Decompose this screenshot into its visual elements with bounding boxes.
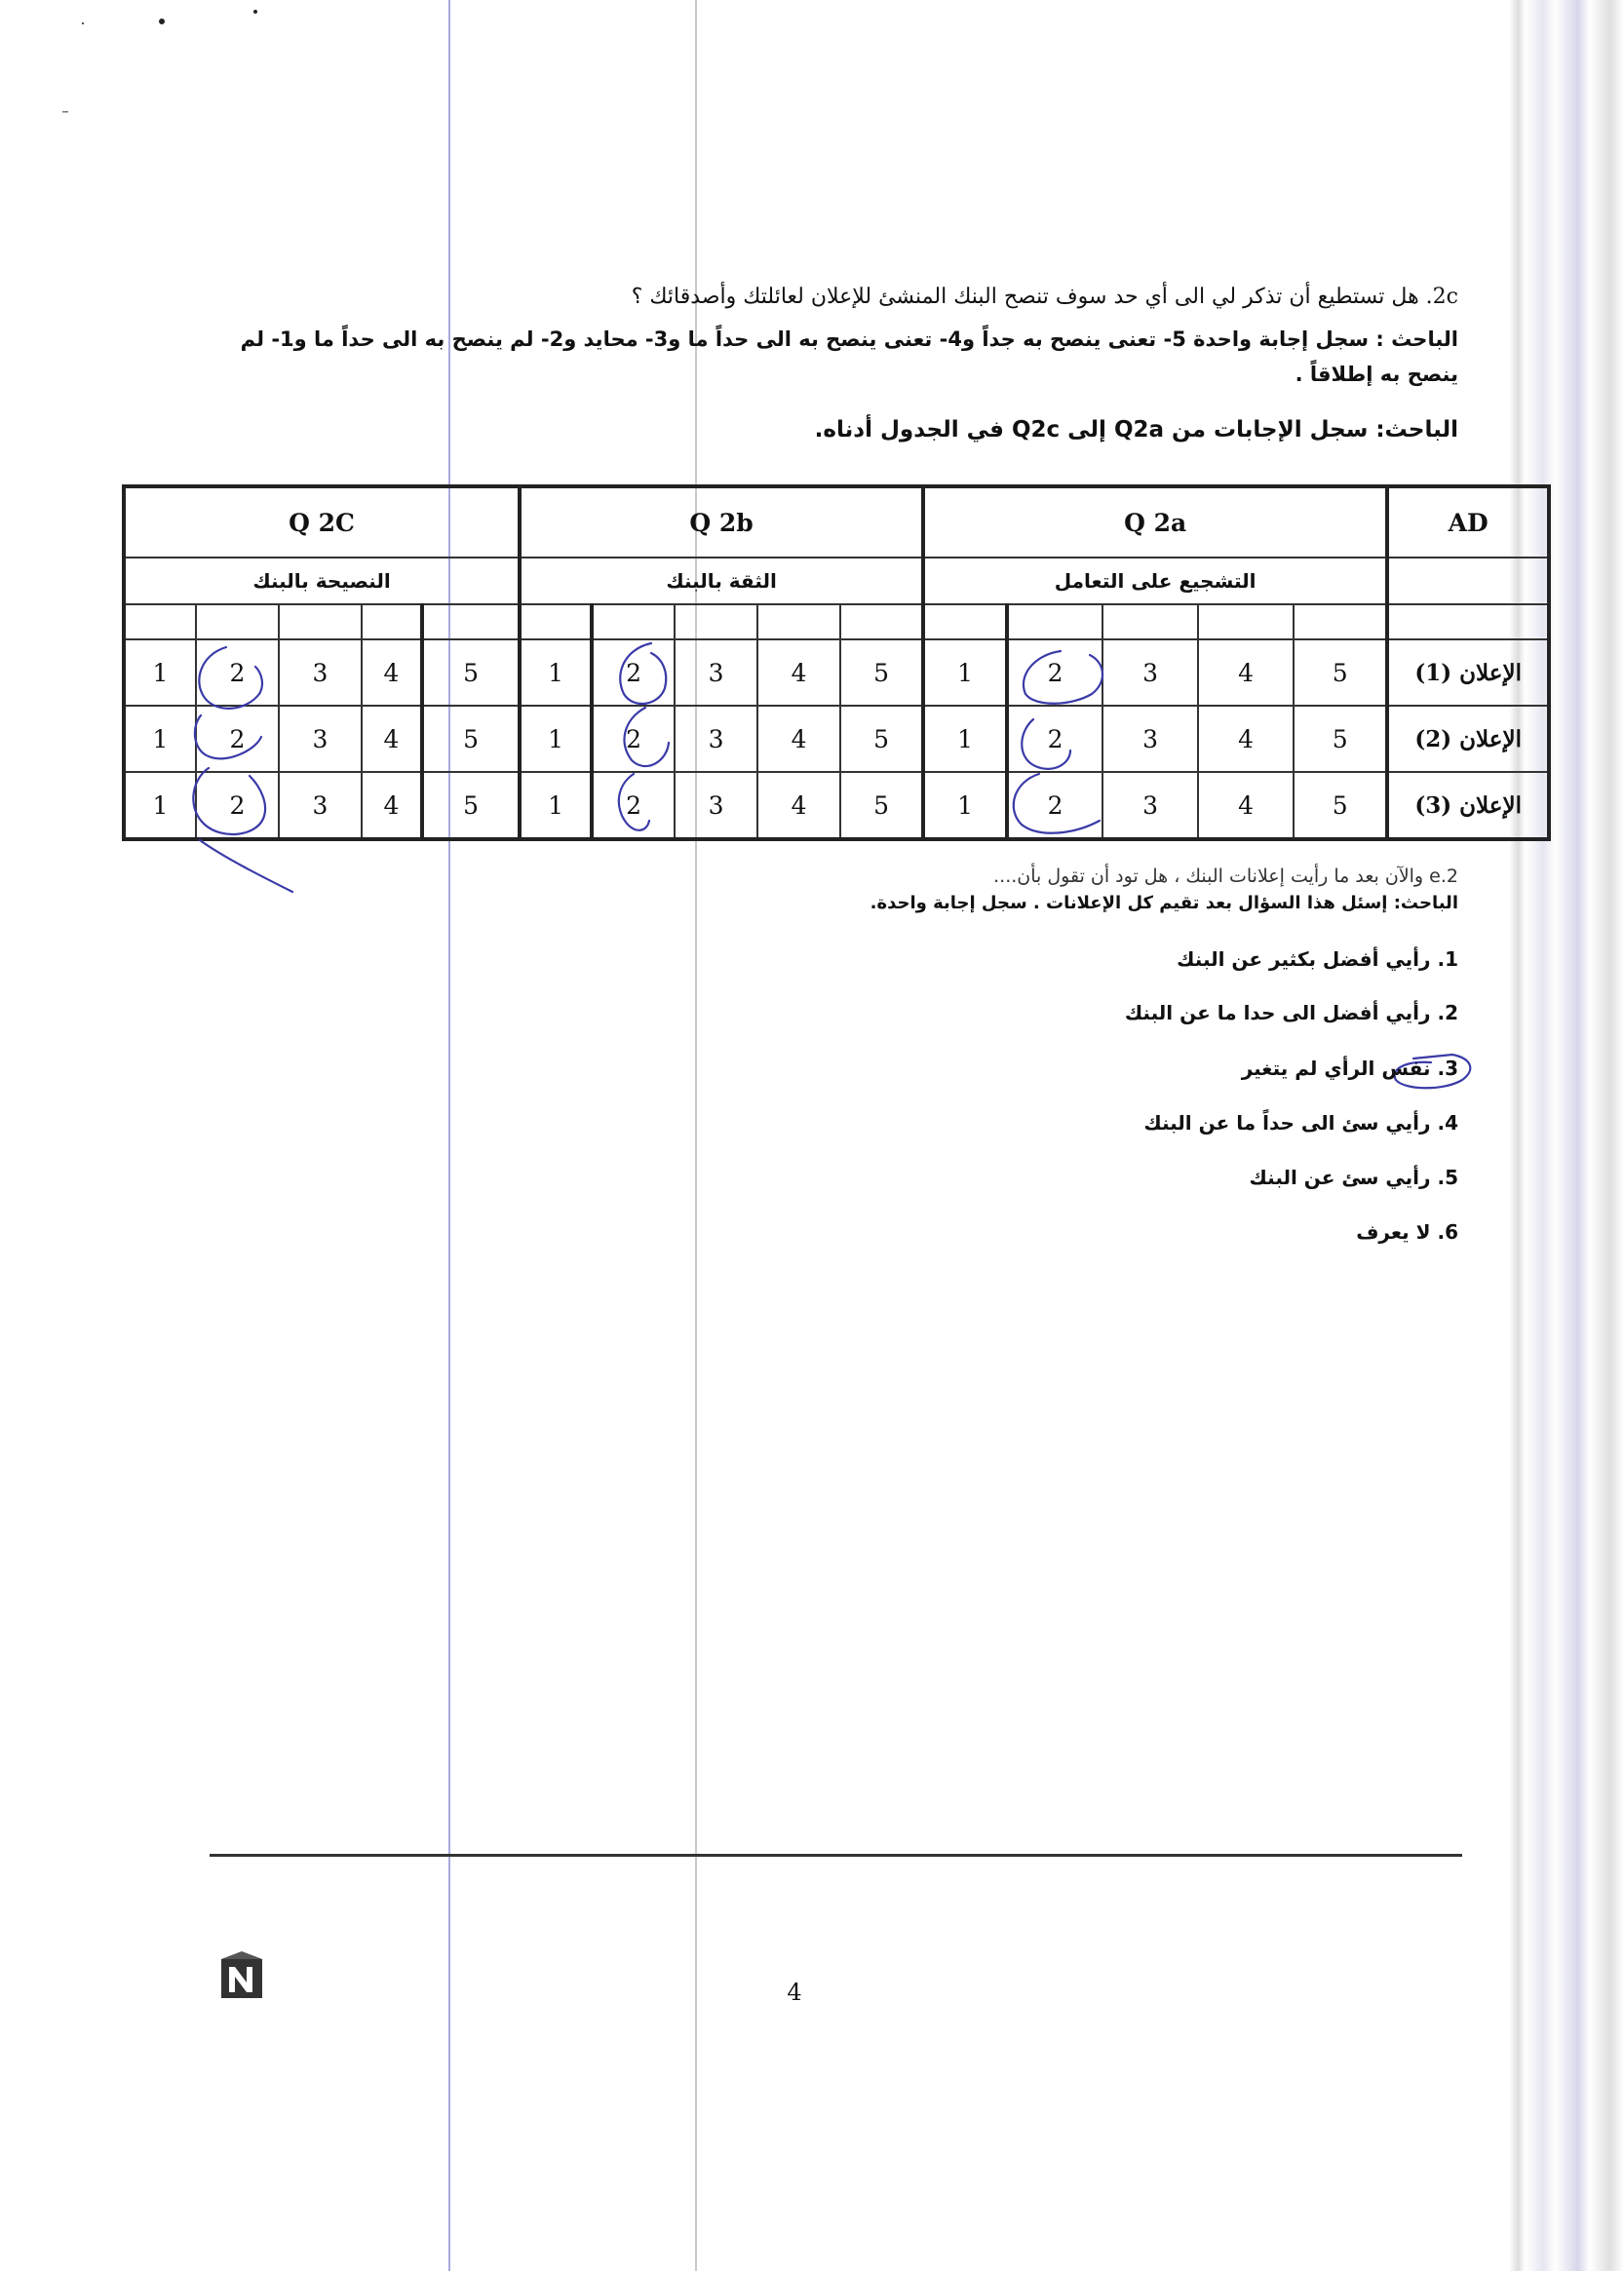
score-cell-q2b-2: 2 [592, 706, 675, 772]
score-cell-q2c-1: 1 [124, 706, 196, 772]
subheader-q2b: الثقة بالبنك [520, 558, 923, 604]
score-cell-q2a-3: 3 [1102, 639, 1198, 706]
score-cell-q2b-4: 4 [757, 639, 840, 706]
option-5: 5. رأيي سئ عن البنك [1249, 1166, 1458, 1189]
option-6: 6. لا يعرف [1356, 1220, 1458, 1244]
score-cell-q2c-4: 4 [362, 639, 422, 706]
page-number: 4 [787, 1979, 802, 2006]
score-cell-q2b-3: 3 [675, 706, 757, 772]
scan-speck [82, 22, 84, 24]
score-cell-q2c-3: 3 [279, 639, 362, 706]
score-cell-q2b-1: 1 [520, 639, 592, 706]
question-2c: 2c. هل تستطيع أن تذكر لي الى أي حد سوف تنصح البنك المنشئ للإعلان لعائلتك وأصدقائك ؟ [631, 285, 1458, 309]
ad-label: الإعلان (1) [1387, 639, 1549, 706]
instruction-2e: الباحث: إسئل هذا السؤال بعد تقيم كل الإعلانات . سجل إجابة واحدة. [870, 893, 1458, 913]
pen-circle [620, 643, 666, 704]
instruction-2c-line2: ينصح به إطلاقاً . [1295, 363, 1458, 386]
score-cell-q2b-1: 1 [520, 706, 592, 772]
pen-circle [195, 715, 261, 758]
score-cell-q2c-5: 5 [422, 706, 520, 772]
score-cell-q2b-2: 2 [592, 772, 675, 839]
score-cell-q2a-1: 1 [923, 706, 1007, 772]
footer-divider [210, 1854, 1462, 1857]
score-cell-q2b-5: 5 [840, 639, 923, 706]
score-cell-q2b-5: 5 [840, 706, 923, 772]
pen-stroke [200, 840, 292, 892]
score-cell-q2c-1: 1 [124, 639, 196, 706]
pen-circle [619, 774, 649, 830]
option-4: 4. رأيي سئ الى حداً ما عن البنك [1143, 1111, 1458, 1135]
score-cell-q2a-4: 4 [1198, 706, 1294, 772]
score-cell-q2c-1: 1 [124, 772, 196, 839]
record-instruction: الباحث: سجل الإجابات من Q2a إلى Q2c في الجدول أدناه. [814, 417, 1458, 443]
score-cell-q2a-4: 4 [1198, 772, 1294, 839]
header-q2b: Q 2b [520, 486, 923, 558]
score-cell-q2a-2: 2 [1007, 772, 1102, 839]
score-cell-q2a-1: 1 [923, 772, 1007, 839]
header-q2c: Q 2C [124, 486, 520, 558]
score-cell-q2c-4: 4 [362, 706, 422, 772]
scan-speck [62, 111, 68, 113]
option-2: 2. رأيي أفضل الى حدا ما عن البنك [1124, 1001, 1458, 1024]
pen-circle [1014, 774, 1100, 833]
ad-label: الإعلان (2) [1387, 706, 1549, 772]
score-cell-q2b-3: 3 [675, 772, 757, 839]
instruction-2c-line1: الباحث : سجل إجابة واحدة 5- تعنى ينصح به جداً و4- تعنى ينصح به الى حداً ما و3- محايد و2- لم ينصح به الى حداً ما و1- لم [240, 327, 1458, 351]
score-cell-q2a-2: 2 [1007, 639, 1102, 706]
header-ad: AD [1387, 486, 1549, 558]
score-cell-q2c-2: 2 [196, 772, 279, 839]
score-cell-q2c-4: 4 [362, 772, 422, 839]
score-cell-q2c-3: 3 [279, 706, 362, 772]
pen-circle [199, 647, 262, 709]
score-cell-q2c-2: 2 [196, 639, 279, 706]
score-cell-q2a-3: 3 [1102, 706, 1198, 772]
pen-circle [193, 768, 265, 834]
score-cell-q2c-2: 2 [196, 706, 279, 772]
score-cell-q2b-1: 1 [520, 772, 592, 839]
pen-circle [624, 708, 669, 766]
subheader-q2c: النصيحة بالبنك [124, 558, 520, 604]
score-cell-q2a-2: 2 [1007, 706, 1102, 772]
score-cell-q2a-3: 3 [1102, 772, 1198, 839]
option-3: 3. نفس الرأي لم يتغير [1241, 1057, 1458, 1080]
score-cell-q2a-1: 1 [923, 639, 1007, 706]
score-cell-q2c-5: 5 [422, 639, 520, 706]
score-cell-q2b-5: 5 [840, 772, 923, 839]
option-1: 1. رأيي أفضل بكثير عن البنك [1177, 947, 1458, 971]
question-2e: 2.e والآن بعد ما رأيت إعلانات البنك ، هل تود أن تقول بأن.... [993, 866, 1458, 887]
score-cell-q2a-4: 4 [1198, 639, 1294, 706]
score-cell-q2c-5: 5 [422, 772, 520, 839]
score-cell-q2b-2: 2 [592, 639, 675, 706]
pen-circle [1024, 651, 1102, 704]
score-cell-q2c-3: 3 [279, 772, 362, 839]
company-logo-icon [219, 1949, 264, 2000]
ad-label: الإعلان (3) [1387, 772, 1549, 839]
subheader-q2a: التشجيع على التعامل [923, 558, 1387, 604]
score-cell-q2a-5: 5 [1294, 639, 1387, 706]
header-q2a: Q 2a [923, 486, 1387, 558]
score-cell-q2a-5: 5 [1294, 706, 1387, 772]
pen-circle [1022, 719, 1070, 769]
score-cell-q2b-4: 4 [757, 772, 840, 839]
scan-speck [253, 10, 257, 14]
score-cell-q2a-5: 5 [1294, 772, 1387, 839]
scan-speck [159, 19, 165, 24]
score-cell-q2b-4: 4 [757, 706, 840, 772]
score-cell-q2b-3: 3 [675, 639, 757, 706]
